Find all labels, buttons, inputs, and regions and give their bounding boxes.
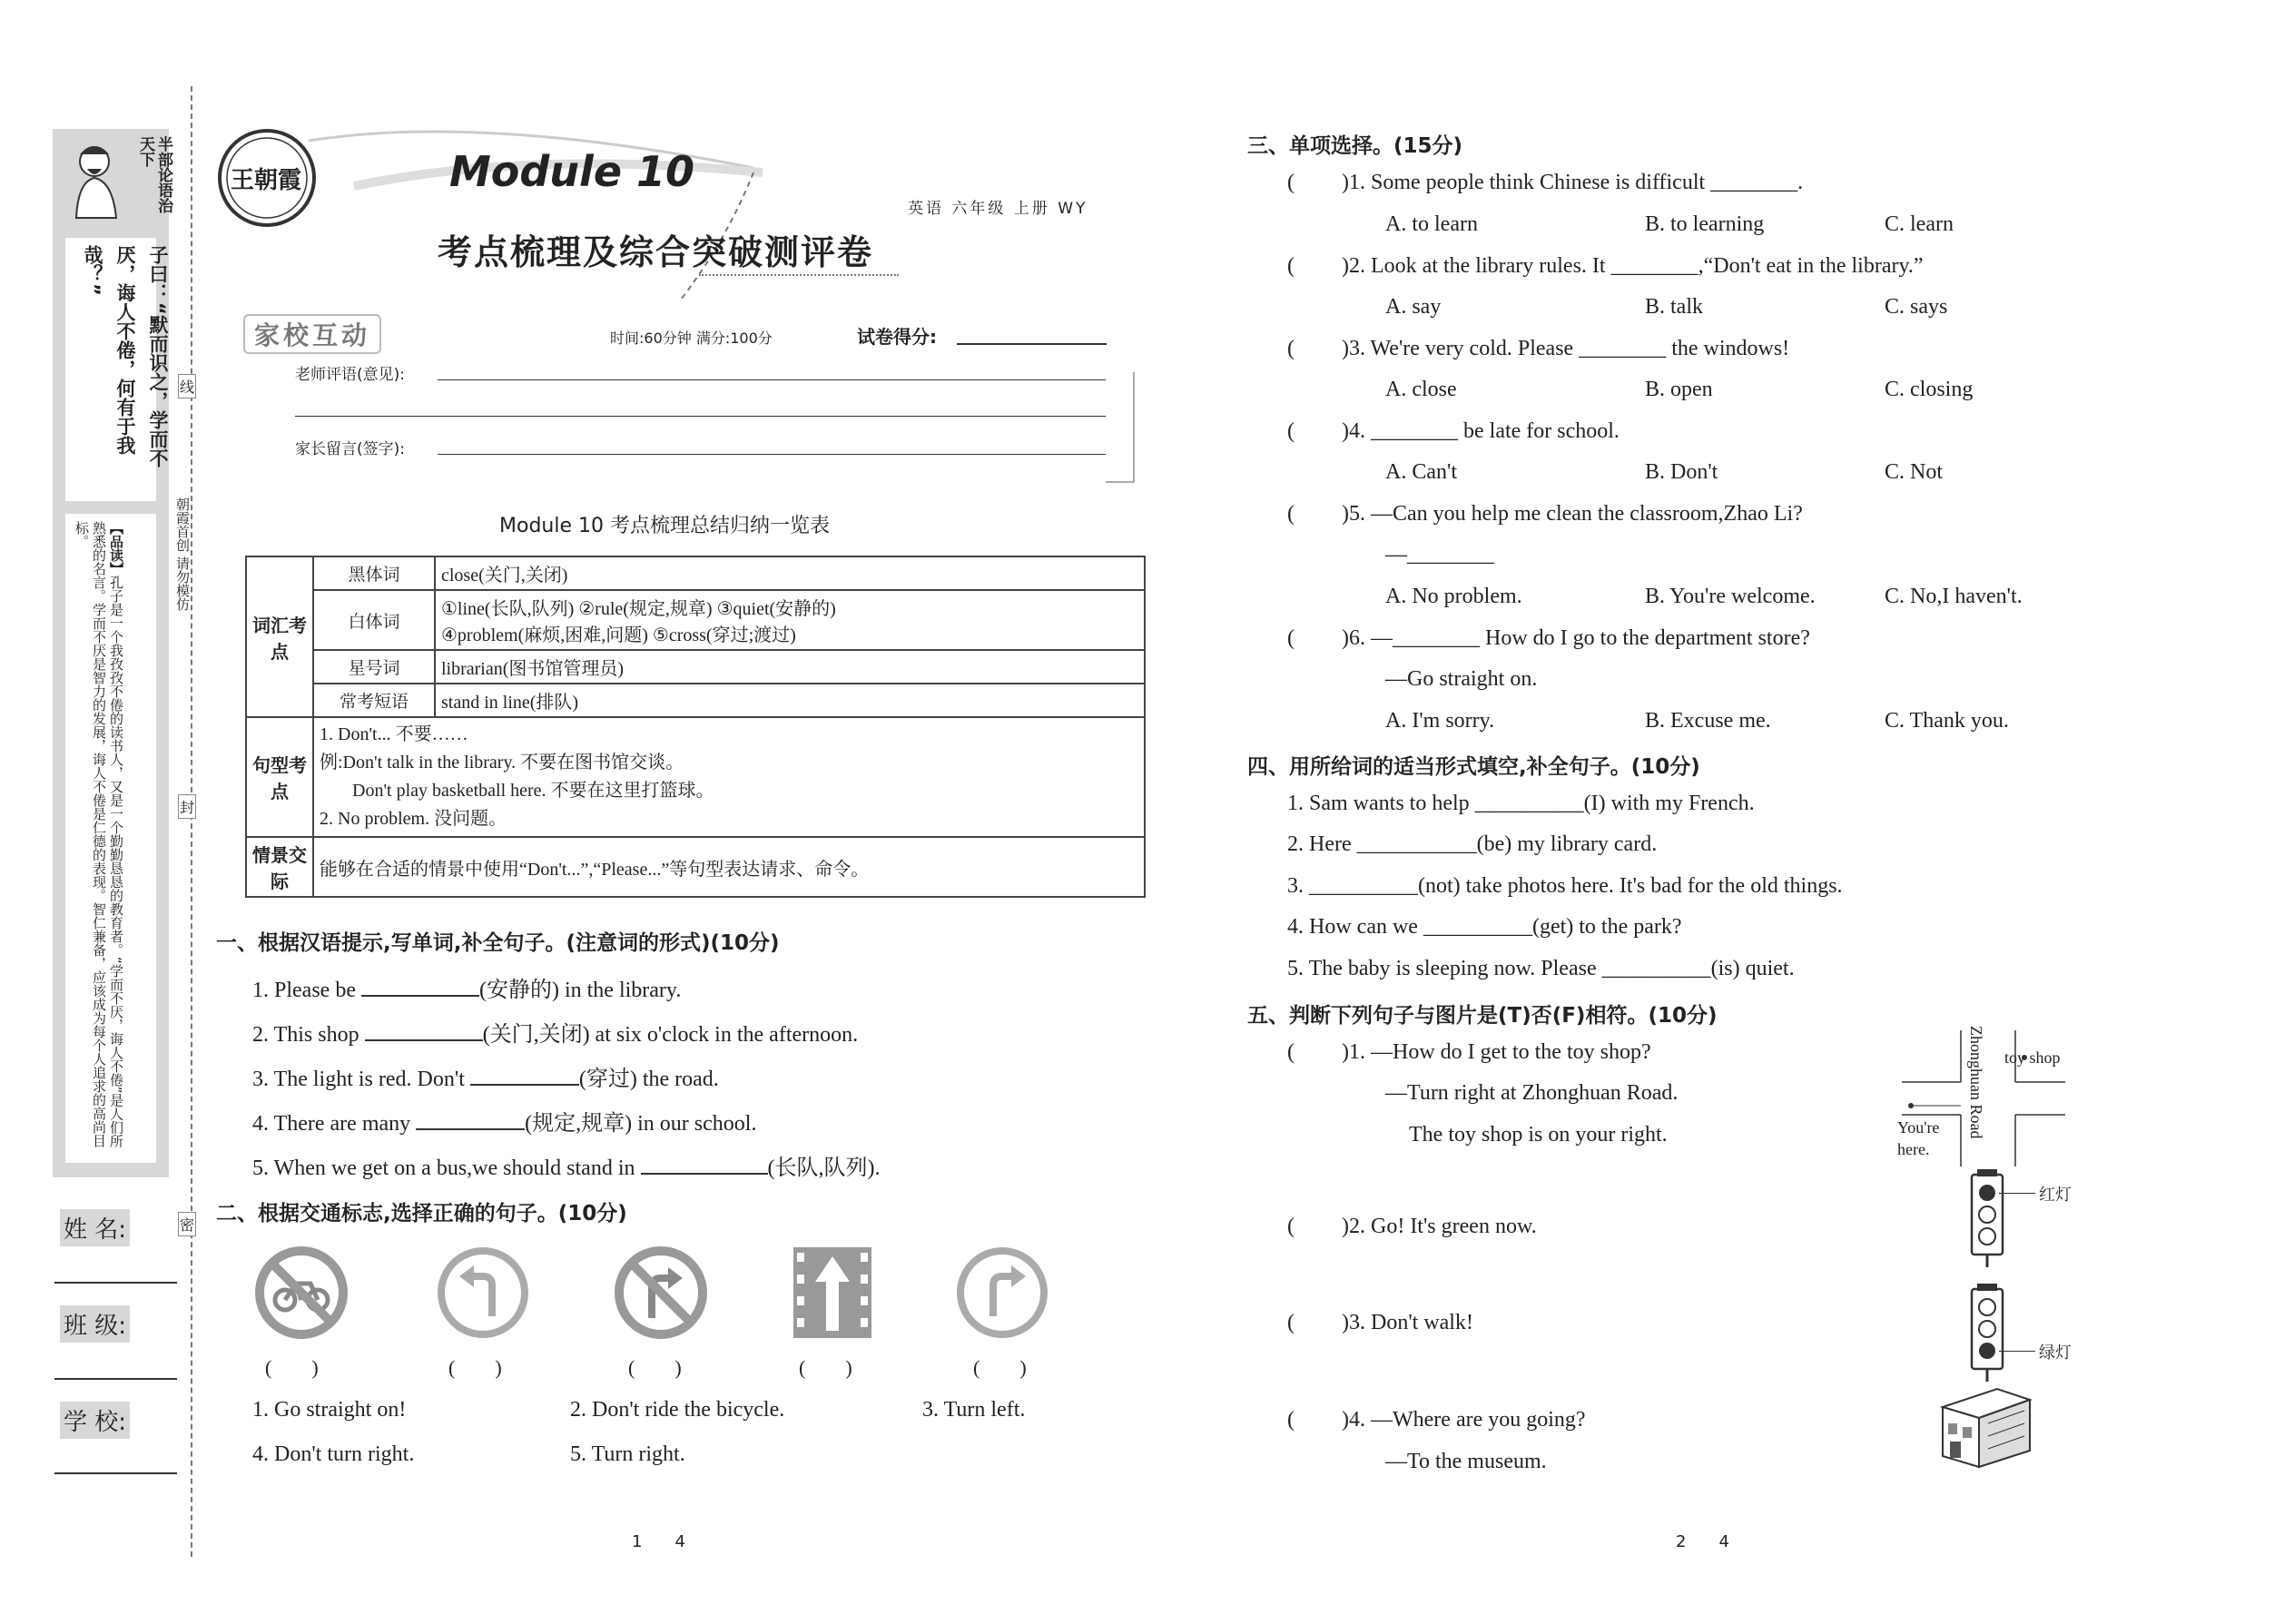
s3-q3 [1287,337,1789,361]
s1-item-2-b: (关门,关闭) at six o'clock in the afternoon. [482,1023,859,1047]
s5-q4-line2: —To the museum. [1385,1450,1547,1473]
scene-content: 能够在合适的情景中使用“Don't...”,“Please...”等句型表达请求、命令。 [313,837,1145,897]
score-field[interactable] [957,343,1107,345]
paper-subtitle: 考点梳理及综合突破测评卷 [438,232,874,272]
teacher-comment-line[interactable] [438,379,1106,380]
s5-q1-text: )1. —How do I get to the toy shop? [1342,1040,1651,1064]
parent-comment-line[interactable] [438,454,1106,455]
s3-q4-paren: ( [1287,419,1295,443]
section4-title: 四、用所给词的适当形式填空,补全句子。(10分) [1247,755,1700,779]
green-light-pointer [1999,1351,2035,1352]
exam-time: 时间:60分钟 满分:100分 [610,330,773,347]
s3-q3-c[interactable]: C. closing [1885,378,1974,401]
sentence-line-3: Don't play basketball here. 不要在这里打篮球。 [352,781,714,801]
s1-blank-1[interactable] [361,995,479,997]
s2-option-5: 5. Turn right. [570,1442,685,1466]
teacher-comment-label: 老师评语(意见): [295,366,405,384]
s3-q5-paren: ( [1287,502,1295,526]
s3-q5-c[interactable]: C. No,I haven't. [1885,585,2023,608]
s3-q1-a[interactable]: A. to learn [1385,212,1478,236]
class-line[interactable] [54,1378,177,1380]
white-words-line-1: ①line(长队,队列) ②rule(规定,规章) ③quiet(安静的) [441,599,836,619]
dot-divider [699,274,899,276]
s3-q4-b[interactable]: B. Don't [1645,460,1718,484]
s5-q4-paren: ( [1287,1408,1295,1432]
s5-q1-paren: ( [1287,1040,1295,1064]
s1-item-2-a: 2. This shop [252,1023,359,1047]
name-line[interactable] [54,1282,177,1284]
s3-q4-c[interactable]: C. Not [1885,460,1944,484]
turn-right-sign-icon [955,1245,1049,1340]
s3-q5-b[interactable]: B. You're welcome. [1645,585,1816,608]
s5-q3 [1287,1311,1473,1335]
right-page-number: 2 4 [1676,1532,1729,1551]
s1-item-5 [252,1149,880,1181]
s1-item-1-b: (安静的) in the library. [478,979,682,1002]
s3-q2-paren: ( [1287,254,1295,278]
left-page-number: 1 4 [632,1532,685,1551]
s1-item-1 [252,971,681,1003]
s3-q3-a[interactable]: A. close [1385,378,1457,401]
confucius-quote: 子曰：“默而识之，学而不厌，诲人不倦，何有于我哉？” [82,245,169,468]
s2-blank-5[interactable]: ( ) [973,1356,1027,1379]
s2-option-4: 4. Don't turn right. [252,1442,415,1466]
s3-q6-a[interactable]: A. I'm sorry. [1385,709,1495,733]
red-light-pointer [1999,1193,2035,1194]
s5-q4 [1287,1408,1586,1432]
s1-item-4-b: (规定,规章) in our school. [525,1112,757,1136]
s3-q5 [1287,502,1803,527]
s5-q4-text: )4. —Where are you going? [1342,1408,1586,1432]
bold-label: 黑体词 [313,556,435,590]
parent-comment-label: 家长留言(签字): [295,440,405,458]
s3-q1-b[interactable]: B. to learning [1645,212,1765,236]
map-road-label: Zhonghuan Road [1967,1026,1985,1139]
s4-item-2[interactable]: 2. Here ___________(be) my library card. [1287,832,1658,856]
vocab-category: 词汇考点 [246,556,313,717]
s3-q1-text: )1. Some people think Chinese is difficult ________. [1342,171,1804,194]
s3-q5-text: )5. —Can you help me clean the classroom,Zhao Li? [1342,502,1803,526]
s5-q1 [1287,1040,1651,1065]
school-line[interactable] [54,1472,177,1474]
seal-mark-xian: 线 [178,374,196,399]
s3-q3-b[interactable]: B. open [1645,378,1713,401]
s5-q3-text: )3. Don't walk! [1342,1311,1473,1334]
s1-item-2 [252,1016,858,1048]
turn-left-sign-icon [436,1245,530,1340]
s5-q1-line2: —Turn right at Zhonghuan Road. [1385,1081,1679,1105]
seal-mark-feng: 封 [178,794,196,819]
s1-item-4 [252,1105,756,1137]
pinread-body: 孔子是一个我孜孜不倦的读书人，又是一个勤勤恳恳的教育者。“学而不厌，诲人不倦”是人们所熟悉的名言。学而不厌是智力的发展，诲人不倦是仁德的表现。智仁兼备，应该成为每个人追求的高尚目标。 [74,521,124,1148]
s3-q6-text: )6. —________ How do I go to the department store? [1342,626,1810,650]
sentence-line-4: 2. No problem. 没问题。 [320,809,507,829]
star-label: 星号词 [313,650,435,684]
s3-q6 [1287,626,1810,651]
pinread-label: 【品读】 [108,521,124,576]
s3-q1 [1287,171,1803,195]
s3-q2-a[interactable]: A. say [1385,295,1442,319]
scene-category: 情景交际 [246,837,313,897]
binding-line [191,86,192,1557]
class-label: 班 级: [60,1305,130,1343]
s3-q4 [1287,419,1620,444]
pinread-text [73,521,124,1156]
s3-q3-paren: ( [1287,337,1295,360]
copyright-note: 朝霞首创 请勿模仿 [174,497,191,611]
sentence-category: 句型考点 [246,717,313,837]
s1-blank-5[interactable] [641,1173,768,1175]
s3-q1-paren: ( [1287,171,1295,194]
section3-title: 三、单项选择。(15分) [1247,134,1463,158]
s2-option-1: 1. Go straight on! [252,1398,407,1422]
s1-item-3-a: 3. The light is red. Don't [252,1068,465,1091]
map-shop-label: toy shop [2004,1048,2061,1067]
map-here-label: here. [1897,1140,1930,1158]
home-school-badge: 家校互动 [243,314,381,354]
s2-blank-4[interactable]: ( ) [799,1356,852,1379]
s2-blank-3[interactable]: ( ) [628,1356,682,1379]
confucius-figure [60,136,131,220]
traffic-light-red-icon [1966,1167,2008,1267]
school-label: 学 校: [60,1402,130,1439]
s5-q3-paren: ( [1287,1311,1295,1334]
summary-table [245,556,1146,898]
s1-item-5-b: (长队,队列). [767,1156,881,1180]
s5-q2-paren: ( [1287,1215,1295,1238]
s3-q2 [1287,254,1924,279]
s5-q2 [1287,1215,1537,1239]
s3-q2-b[interactable]: B. talk [1645,295,1703,319]
go-straight-sign-icon [793,1247,871,1338]
s3-q6-paren: ( [1287,626,1295,650]
section5-title: 五、判断下列句子与图片是(T)否(F)相符。(10分) [1247,1004,1718,1028]
s4-item-4[interactable]: 4. How can we __________(get) to the park? [1287,915,1682,939]
star-words: librarian(图书馆管理员) [435,650,1145,684]
map-you-label: You're [1897,1118,1940,1137]
no-bicycle-sign-icon [254,1245,349,1340]
s3-q4-a[interactable]: A. Can't [1385,460,1457,484]
course-meta: 英语 六年级 上册 WY [908,200,1088,218]
museum-building-icon [1934,1380,2035,1471]
logo-text: 王朝霞 [231,167,302,194]
s1-item-4-a: 4. There are many [252,1112,411,1136]
white-label: 白体词 [313,590,435,650]
s5-q1-line3: The toy shop is on your right. [1409,1123,1668,1147]
s3-q4-text: )4. ________ be late for school. [1342,419,1620,443]
s1-item-3 [252,1060,719,1092]
s3-q6-c[interactable]: C. Thank you. [1885,709,2009,733]
s2-blank-1[interactable]: ( ) [265,1356,319,1379]
s3-q5-line2: —________ [1385,543,1494,566]
s2-blank-2[interactable]: ( ) [448,1356,502,1379]
s1-blank-4[interactable] [416,1128,525,1130]
teacher-comment-line-2[interactable] [295,416,1106,417]
s3-q5-a[interactable]: A. No problem. [1385,585,1522,608]
s1-blank-2[interactable] [365,1039,483,1041]
s1-item-1-a: 1. Please be [252,979,356,1002]
s4-item-5[interactable]: 5. The baby is sleeping now. Please __________(is) quiet. [1287,957,1795,980]
summary-title: Module 10 考点梳理总结归纳一览表 [499,515,830,537]
sidebar-header: 半部论语治天下 [136,136,172,213]
bold-words: close(关门,关闭) [435,556,1145,590]
s5-q2-text: )2. Go! It's green now. [1342,1215,1537,1238]
phrase-label: 常考短语 [313,684,435,717]
s4-item-3[interactable]: 3. __________(not) take photos here. It's bad for the old things. [1287,874,1843,898]
comment-frame [1106,372,1135,483]
s2-option-2: 2. Don't ride the bicycle. [570,1398,785,1422]
s3-q3-text: )3. We're very cold. Please ________ the windows! [1342,337,1790,360]
s1-blank-3[interactable] [470,1084,579,1086]
no-right-turn-sign-icon [614,1245,708,1340]
white-words [435,590,1145,650]
green-light-label: 绿灯 [2039,1343,2072,1363]
seal-mark-mi: 密 [178,1212,196,1236]
sentence-content [313,717,1145,837]
score-label: 试卷得分: [857,326,937,348]
s3-q1-c[interactable]: C. learn [1885,212,1954,236]
module-title: Module 10 [449,147,695,196]
s2-option-3: 3. Turn left. [922,1398,1026,1422]
section1-title: 一、根据汉语提示,写单词,补全句子。(注意词的形式)(10分) [216,931,780,955]
traffic-light-green-icon [1966,1282,2008,1382]
sentence-line-2: 例:Don't talk in the library. 不要在图书馆交谈。 [320,753,684,773]
name-label: 姓 名: [60,1209,130,1246]
s1-item-3-b: (穿过) the road. [578,1068,719,1091]
section2-title: 二、根据交通标志,选择正确的句子。(10分) [216,1202,627,1225]
s4-item-1[interactable]: 1. Sam wants to help __________(I) with my French. [1287,792,1755,815]
s3-q2-c[interactable]: C. says [1885,295,1948,319]
s3-q6-line2: —Go straight on. [1385,667,1538,691]
red-light-label: 红灯 [2039,1186,2072,1205]
sentence-line-1: 1. Don't... 不要…… [320,724,468,744]
s3-q6-b[interactable]: B. Excuse me. [1645,709,1771,733]
s3-q2-text: )2. Look at the library rules. It ________,“Don't eat in the library.” [1342,254,1924,278]
s1-item-5-a: 5. When we get on a bus,we should stand in [252,1156,635,1180]
phrase-words: stand in line(排队) [435,684,1145,717]
white-words-line-2: ④problem(麻烦,困难,问题) ⑤cross(穿过;渡过) [441,625,796,645]
